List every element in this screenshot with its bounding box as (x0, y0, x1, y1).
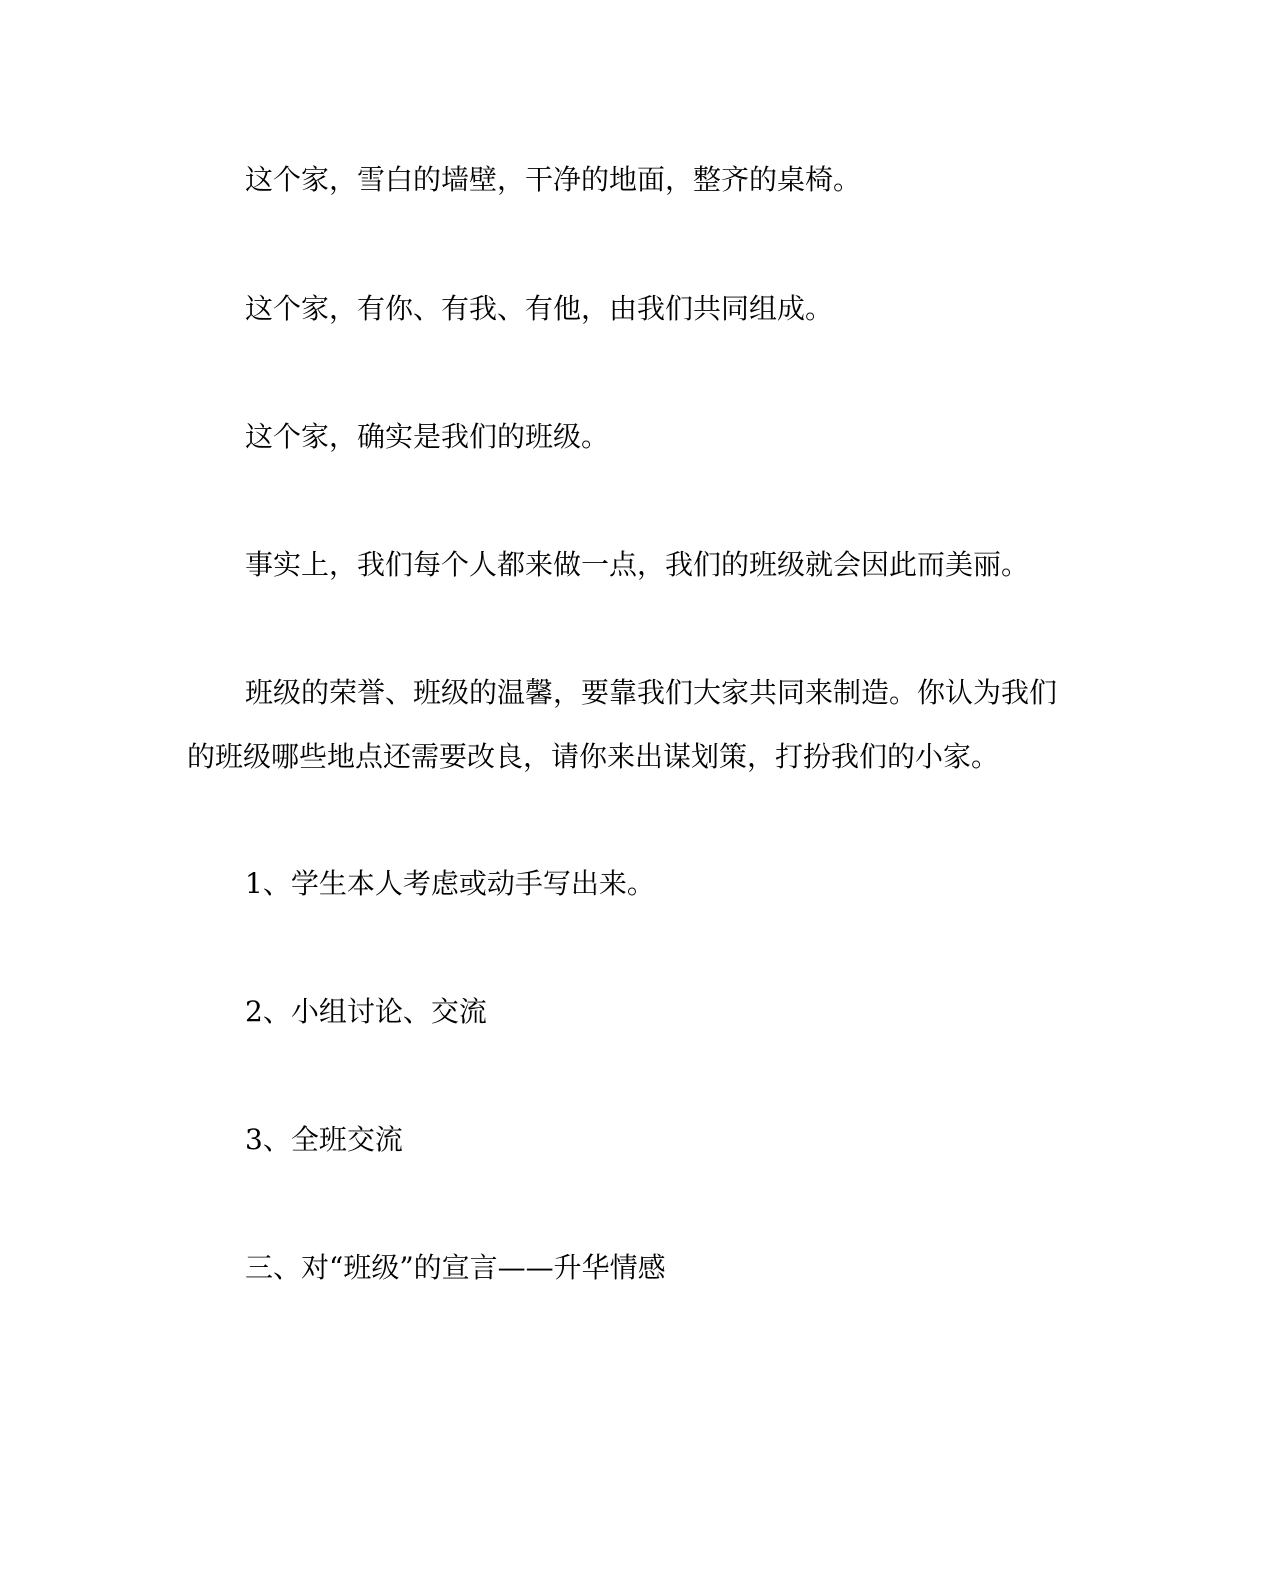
paragraph-2: 这个家，有你、有我、有他，由我们共同组成。 (245, 292, 834, 325)
paragraph-5: 班级的荣誉、班级的温馨，要靠我们大家共同来制造。你认为我们的班级哪些地点还需要改良，请你来出谋划策，打扮我们的小家。 (187, 676, 1058, 773)
paragraph-4: 事实上，我们每个人都来做一点，我们的班级就会因此而美丽。 (245, 548, 1030, 581)
paragraph-1: 这个家，雪白的墙壁，干净的地面，整齐的桌椅。 (245, 163, 862, 196)
paragraph-3: 这个家，确实是我们的班级。 (245, 420, 610, 453)
list-item-2: 2、小组讨论、交流 (245, 995, 487, 1028)
section-heading: 三、对“班级”的宣言——升华情感 (245, 1251, 666, 1284)
list-item-3: 3、全班交流 (245, 1123, 403, 1156)
list-item-1: 1、学生本人考虑或动手写出来。 (245, 867, 655, 900)
